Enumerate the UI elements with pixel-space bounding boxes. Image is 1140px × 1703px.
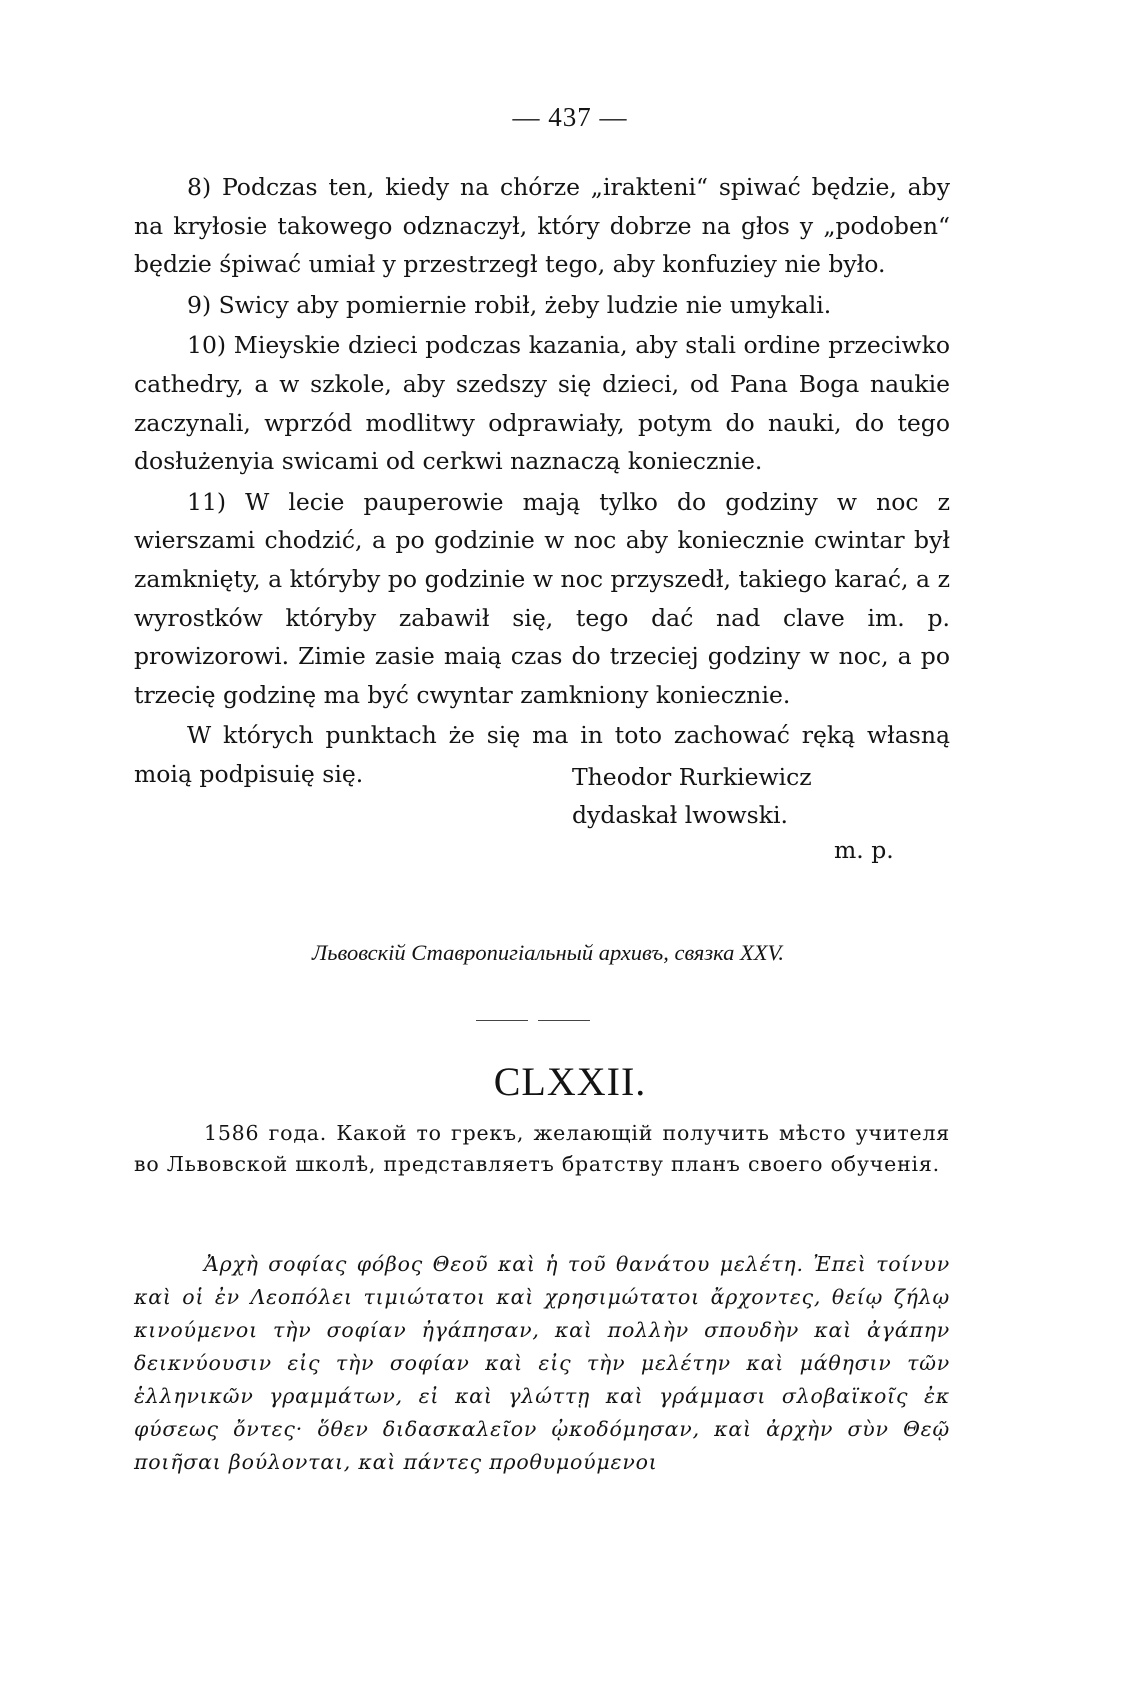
- paragraph-11: 11) W lecie pauperowie mają tylko do godziny w noc z wierszami chodzić, a po godzinie w noc aby koniecznie cwintar był zamknięty, a któryby po godzinie w noc przyszedł, takiego karać, a z wyrostków któryby zabawił się, tego dać nad clave im. p. prowizorowi. Zimie zasie maią czas do trzeciej godziny w noc, a po trzecię godzinę ma być cwyntar zamkniony koniecznie.: [134, 487, 950, 709]
- document-summary: 1586 года. Какой то грекъ, желающій получить мѣсто учителя во Львовской школѣ, представляетъ братству планъ своего обученія.: [134, 1121, 950, 1176]
- paragraph-10: 10) Mieyskie dzieci podczas kazania, aby stali ordine przeciwko cathedry, a w szkole, aby szedszy się dzieci, od Pana Boga naukie zaczynali, wprzód modlitwy odprawiały, potym do nauki, do tego dosłużenyia swicami od cerkwi naznaczą koniecznie.: [134, 331, 950, 476]
- page-number: — 437 —: [512, 102, 628, 132]
- document-number: CLXXII.: [493, 1059, 647, 1104]
- paragraph-8: 8) Podczas ten, kiedy na chórze „irakteni“ spiwać będzie, aby na kryłosie takowego odznaczył, który dobrze na głos y „podoben“ będzie śpiwać umiał y przestrzegł tego, aby konfuziey nie było.: [134, 173, 950, 279]
- divider-left: [476, 1020, 528, 1021]
- signature-title: dydaskał lwowski.: [572, 801, 788, 829]
- paragraph-9: 9) Swicy aby pomiernie robił, żeby ludzie nie umykali.: [187, 290, 832, 319]
- divider-right: [538, 1020, 590, 1021]
- archive-source: Львовскій Ставропигіальный архивъ, связка XXV.: [312, 940, 784, 965]
- signature-name: Theodor Rurkiewicz: [572, 763, 812, 791]
- signature-mp: m. p.: [834, 836, 894, 864]
- greek-text: Ἀρχὴ σοφίας φόβος Θεοῦ καὶ ἡ τοῦ θανάτου μελέτη. Ἐπεὶ τοίνυν καὶ οἱ ἐν Λεοπόλει τιμιώτατοι καὶ χρησιμώτατοι ἄρχοντες, θείῳ ζήλῳ κινούμενοι τὴν σοφίαν ἠγάπησαν, καὶ πολλὴν σπουδὴν καὶ ἀγάπην δεικνύουσιν εἰς τὴν σοφίαν καὶ εἰς τὴν μελέτην καὶ μάθησιν τῶν ἑλληνικῶν γραμμάτων, εἰ καὶ γλώττῃ καὶ γράμμασι σλοβαϊκοῖς ἐκ φύσεως ὄντες· ὅθεν διδασκαλεῖον ᾠκοδόμησαν, καὶ ἀρχὴν σὺν Θεῷ ποιῆσαι βούλονται, καὶ πάντες προθυμούμενοι: [134, 1252, 950, 1474]
- main-text: [134, 168, 950, 794]
- closing-paragraph: W których punktach że się ma in toto zachować ręką własną moią podpisuię się.: [134, 721, 950, 788]
